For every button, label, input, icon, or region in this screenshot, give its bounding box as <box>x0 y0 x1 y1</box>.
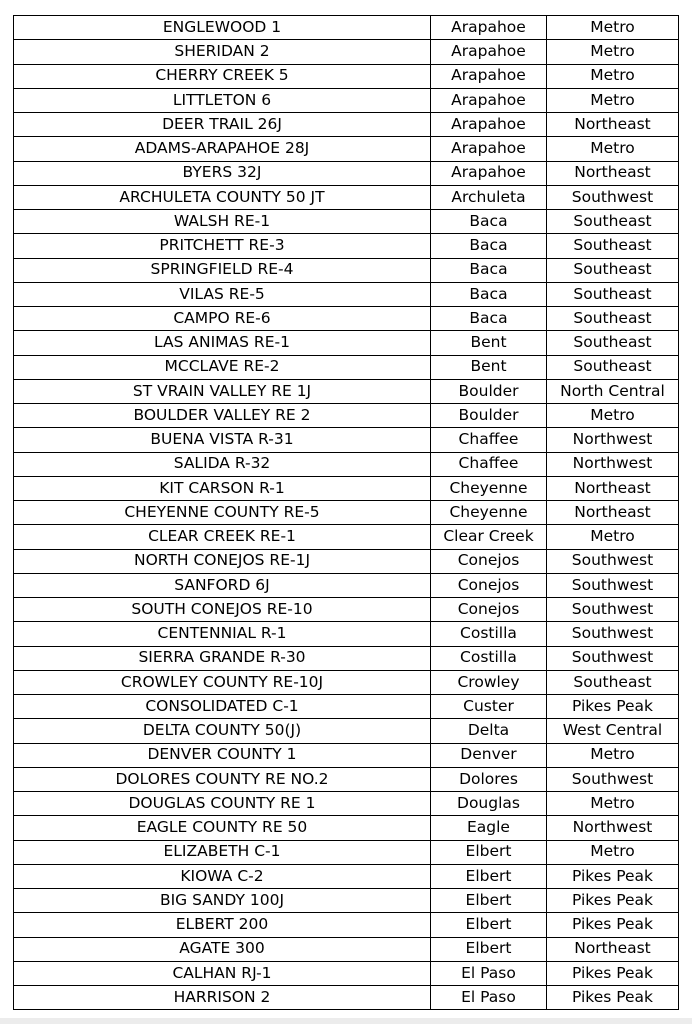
table-row <box>14 961 679 985</box>
region-cell: Northwest <box>547 816 679 840</box>
district-name-cell: BYERS 32J <box>14 161 431 185</box>
county-cell: Elbert <box>431 889 547 913</box>
county-cell: Costilla <box>431 646 547 670</box>
district-name-cell: VILAS RE-5 <box>14 282 431 306</box>
county-cell: Arapahoe <box>431 64 547 88</box>
county-cell: Dolores <box>431 767 547 791</box>
table-row <box>14 598 679 622</box>
district-name-cell: DOLORES COUNTY RE NO.2 <box>14 767 431 791</box>
county-cell: Elbert <box>431 864 547 888</box>
table-row <box>14 210 679 234</box>
table-row <box>14 282 679 306</box>
district-name-cell: SPRINGFIELD RE-4 <box>14 258 431 282</box>
district-name-cell: MCCLAVE RE-2 <box>14 355 431 379</box>
district-name-cell: EAGLE COUNTY RE 50 <box>14 816 431 840</box>
district-name-cell: HARRISON 2 <box>14 986 431 1010</box>
region-cell: Southeast <box>547 355 679 379</box>
district-name-cell: CONSOLIDATED C-1 <box>14 695 431 719</box>
district-name-cell: DENVER COUNTY 1 <box>14 743 431 767</box>
district-name-cell: SALIDA R-32 <box>14 452 431 476</box>
district-name-cell: ELBERT 200 <box>14 913 431 937</box>
county-cell: Boulder <box>431 404 547 428</box>
table-row <box>14 573 679 597</box>
district-name-cell: SANFORD 6J <box>14 573 431 597</box>
county-cell: Baca <box>431 307 547 331</box>
region-cell: West Central <box>547 719 679 743</box>
district-name-cell: LAS ANIMAS RE-1 <box>14 331 431 355</box>
table-row <box>14 307 679 331</box>
region-cell: North Central <box>547 379 679 403</box>
county-cell: Conejos <box>431 598 547 622</box>
region-cell: Southwest <box>547 549 679 573</box>
page-bottom-edge <box>0 1018 692 1024</box>
county-cell: El Paso <box>431 986 547 1010</box>
district-name-cell: CAMPO RE-6 <box>14 307 431 331</box>
county-cell: Costilla <box>431 622 547 646</box>
county-cell: Clear Creek <box>431 525 547 549</box>
county-cell: Crowley <box>431 670 547 694</box>
table-row <box>14 476 679 500</box>
county-cell: Elbert <box>431 840 547 864</box>
table-row <box>14 161 679 185</box>
county-cell: Elbert <box>431 913 547 937</box>
region-cell: Metro <box>547 840 679 864</box>
region-cell: Southeast <box>547 282 679 306</box>
region-cell: Metro <box>547 40 679 64</box>
region-cell: Northeast <box>547 937 679 961</box>
table-row <box>14 404 679 428</box>
district-name-cell: CENTENNIAL R-1 <box>14 622 431 646</box>
district-name-cell: SIERRA GRANDE R-30 <box>14 646 431 670</box>
table-row <box>14 428 679 452</box>
table-row <box>14 113 679 137</box>
region-cell: Metro <box>547 137 679 161</box>
table-row <box>14 840 679 864</box>
table-row <box>14 986 679 1010</box>
table-row <box>14 40 679 64</box>
region-cell: Metro <box>547 88 679 112</box>
county-cell: Arapahoe <box>431 88 547 112</box>
district-name-cell: KIOWA C-2 <box>14 864 431 888</box>
county-cell: Elbert <box>431 937 547 961</box>
district-name-cell: ENGLEWOOD 1 <box>14 16 431 40</box>
table-row <box>14 355 679 379</box>
district-name-cell: SOUTH CONEJOS RE-10 <box>14 598 431 622</box>
county-cell: Cheyenne <box>431 476 547 500</box>
district-name-cell: CHERRY CREEK 5 <box>14 64 431 88</box>
table-row <box>14 695 679 719</box>
table-row <box>14 258 679 282</box>
region-cell: Northeast <box>547 161 679 185</box>
table-row <box>14 767 679 791</box>
county-cell: Denver <box>431 743 547 767</box>
district-name-cell: CALHAN RJ-1 <box>14 961 431 985</box>
district-name-cell: CLEAR CREEK RE-1 <box>14 525 431 549</box>
table-row <box>14 816 679 840</box>
region-cell: Metro <box>547 404 679 428</box>
table-row <box>14 889 679 913</box>
table-row <box>14 622 679 646</box>
table-row <box>14 719 679 743</box>
region-cell: Metro <box>547 16 679 40</box>
region-cell: Pikes Peak <box>547 913 679 937</box>
district-name-cell: BUENA VISTA R-31 <box>14 428 431 452</box>
table-row <box>14 331 679 355</box>
county-cell: Archuleta <box>431 185 547 209</box>
district-name-cell: SHERIDAN 2 <box>14 40 431 64</box>
table-row <box>14 937 679 961</box>
table-row <box>14 379 679 403</box>
county-cell: Conejos <box>431 549 547 573</box>
district-table <box>13 15 679 1010</box>
county-cell: Baca <box>431 258 547 282</box>
table-body <box>14 16 679 1010</box>
region-cell: Pikes Peak <box>547 695 679 719</box>
table-row <box>14 864 679 888</box>
region-cell: Metro <box>547 525 679 549</box>
county-cell: Arapahoe <box>431 161 547 185</box>
table-row <box>14 549 679 573</box>
district-name-cell: ELIZABETH C-1 <box>14 840 431 864</box>
table-row <box>14 452 679 476</box>
district-name-cell: DOUGLAS COUNTY RE 1 <box>14 792 431 816</box>
region-cell: Northeast <box>547 476 679 500</box>
region-cell: Southwest <box>547 598 679 622</box>
district-name-cell: DEER TRAIL 26J <box>14 113 431 137</box>
table-row <box>14 525 679 549</box>
district-name-cell: DELTA COUNTY 50(J) <box>14 719 431 743</box>
district-name-cell: ADAMS-ARAPAHOE 28J <box>14 137 431 161</box>
region-cell: Metro <box>547 64 679 88</box>
county-cell: Douglas <box>431 792 547 816</box>
table-row <box>14 88 679 112</box>
table-row <box>14 234 679 258</box>
table-row <box>14 646 679 670</box>
region-cell: Southeast <box>547 258 679 282</box>
district-name-cell: AGATE 300 <box>14 937 431 961</box>
county-cell: Baca <box>431 210 547 234</box>
region-cell: Northeast <box>547 113 679 137</box>
region-cell: Pikes Peak <box>547 864 679 888</box>
county-cell: Bent <box>431 331 547 355</box>
region-cell: Metro <box>547 743 679 767</box>
table-row <box>14 913 679 937</box>
region-cell: Southwest <box>547 767 679 791</box>
region-cell: Pikes Peak <box>547 889 679 913</box>
district-name-cell: LITTLETON 6 <box>14 88 431 112</box>
county-cell: Eagle <box>431 816 547 840</box>
district-name-cell: PRITCHETT RE-3 <box>14 234 431 258</box>
table-row <box>14 743 679 767</box>
district-name-cell: NORTH CONEJOS RE-1J <box>14 549 431 573</box>
county-cell: Baca <box>431 234 547 258</box>
table-row <box>14 670 679 694</box>
region-cell: Pikes Peak <box>547 961 679 985</box>
district-name-cell: KIT CARSON R-1 <box>14 476 431 500</box>
county-cell: Custer <box>431 695 547 719</box>
county-cell: Delta <box>431 719 547 743</box>
table-row <box>14 64 679 88</box>
district-name-cell: ST VRAIN VALLEY RE 1J <box>14 379 431 403</box>
county-cell: Cheyenne <box>431 501 547 525</box>
county-cell: Arapahoe <box>431 40 547 64</box>
region-cell: Northwest <box>547 452 679 476</box>
district-name-cell: CROWLEY COUNTY RE-10J <box>14 670 431 694</box>
region-cell: Metro <box>547 792 679 816</box>
county-cell: Chaffee <box>431 428 547 452</box>
county-cell: Baca <box>431 282 547 306</box>
county-cell: Chaffee <box>431 452 547 476</box>
table-row <box>14 16 679 40</box>
region-cell: Southeast <box>547 307 679 331</box>
region-cell: Pikes Peak <box>547 986 679 1010</box>
district-name-cell: ARCHULETA COUNTY 50 JT <box>14 185 431 209</box>
region-cell: Southeast <box>547 234 679 258</box>
county-cell: Bent <box>431 355 547 379</box>
region-cell: Southeast <box>547 670 679 694</box>
district-name-cell: WALSH RE-1 <box>14 210 431 234</box>
region-cell: Southeast <box>547 331 679 355</box>
region-cell: Southwest <box>547 185 679 209</box>
region-cell: Southwest <box>547 622 679 646</box>
county-cell: Arapahoe <box>431 137 547 161</box>
county-cell: Arapahoe <box>431 16 547 40</box>
district-name-cell: BIG SANDY 100J <box>14 889 431 913</box>
table-row <box>14 501 679 525</box>
region-cell: Southwest <box>547 646 679 670</box>
table-row <box>14 137 679 161</box>
district-name-cell: BOULDER VALLEY RE 2 <box>14 404 431 428</box>
county-cell: El Paso <box>431 961 547 985</box>
region-cell: Southeast <box>547 210 679 234</box>
county-cell: Arapahoe <box>431 113 547 137</box>
district-name-cell: CHEYENNE COUNTY RE-5 <box>14 501 431 525</box>
region-cell: Northwest <box>547 428 679 452</box>
table-row <box>14 185 679 209</box>
region-cell: Southwest <box>547 573 679 597</box>
table-row <box>14 792 679 816</box>
region-cell: Northeast <box>547 501 679 525</box>
county-cell: Conejos <box>431 573 547 597</box>
county-cell: Boulder <box>431 379 547 403</box>
